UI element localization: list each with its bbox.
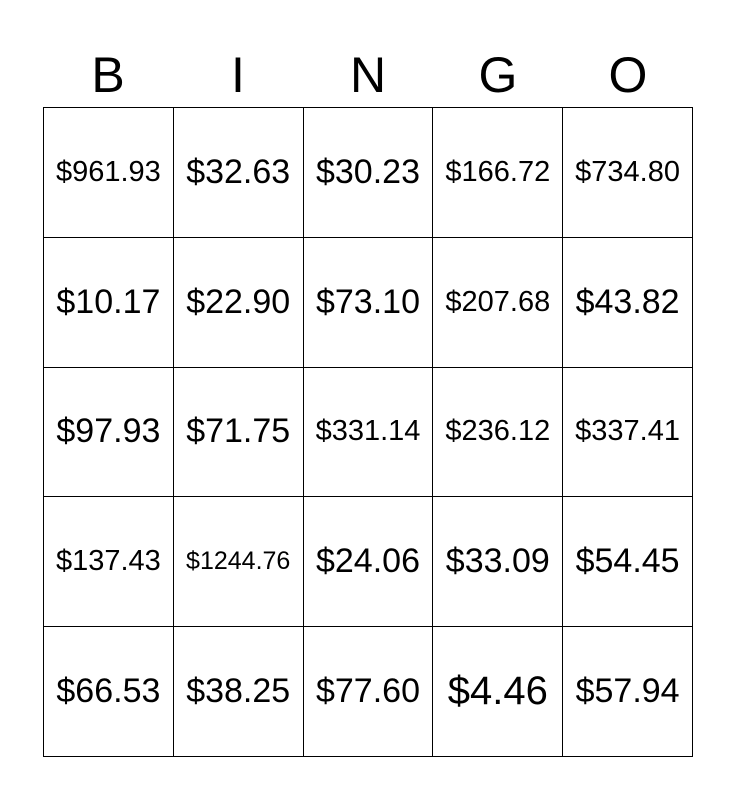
bingo-cell-r2-c3[interactable]: $73.10 [304, 238, 434, 368]
bingo-cell-r1-c3[interactable]: $30.23 [304, 108, 434, 238]
bingo-cell-r5-c2[interactable]: $38.25 [174, 627, 304, 757]
bingo-cell-r5-c4[interactable]: $4.46 [433, 627, 563, 757]
bingo-cell-r2-c2[interactable]: $22.90 [174, 238, 304, 368]
bingo-cell-r4-c5[interactable]: $54.45 [563, 497, 693, 627]
bingo-cell-r4-c3[interactable]: $24.06 [304, 497, 434, 627]
bingo-cell-r4-c1[interactable]: $137.43 [44, 497, 174, 627]
bingo-header [43, 44, 693, 106]
bingo-cell-r3-c5[interactable]: $337.41 [563, 368, 693, 498]
bingo-cell-r2-c4[interactable]: $207.68 [433, 238, 563, 368]
bingo-cell-r3-c4[interactable]: $236.12 [433, 368, 563, 498]
bingo-cell-r3-c3[interactable]: $331.14 [304, 368, 434, 498]
bingo-cell-r1-c5[interactable]: $734.80 [563, 108, 693, 238]
header-letter-n: N [349, 47, 387, 103]
bingo-cell-r2-c1[interactable]: $10.17 [44, 238, 174, 368]
bingo-cell-r4-c2[interactable]: $1244.76 [174, 497, 304, 627]
bingo-cell-r5-c3[interactable]: $77.60 [304, 627, 434, 757]
bingo-cell-r1-c4[interactable]: $166.72 [433, 108, 563, 238]
bingo-cell-r4-c4[interactable]: $33.09 [433, 497, 563, 627]
bingo-board [43, 107, 693, 757]
bingo-cell-r1-c1[interactable]: $961.93 [44, 108, 174, 238]
header-letter-b: B [91, 47, 125, 103]
header-letter-i: I [231, 47, 245, 103]
bingo-cell-r3-c2[interactable]: $71.75 [174, 368, 304, 498]
bingo-cell-r2-c5[interactable]: $43.82 [563, 238, 693, 368]
header-letter-o: O [608, 47, 648, 103]
bingo-cell-r3-c1[interactable]: $97.93 [44, 368, 174, 498]
bingo-cell-r5-c1[interactable]: $66.53 [44, 627, 174, 757]
bingo-cell-r5-c5[interactable]: $57.94 [563, 627, 693, 757]
header-letter-g: G [478, 47, 518, 103]
bingo-cell-r1-c2[interactable]: $32.63 [174, 108, 304, 238]
